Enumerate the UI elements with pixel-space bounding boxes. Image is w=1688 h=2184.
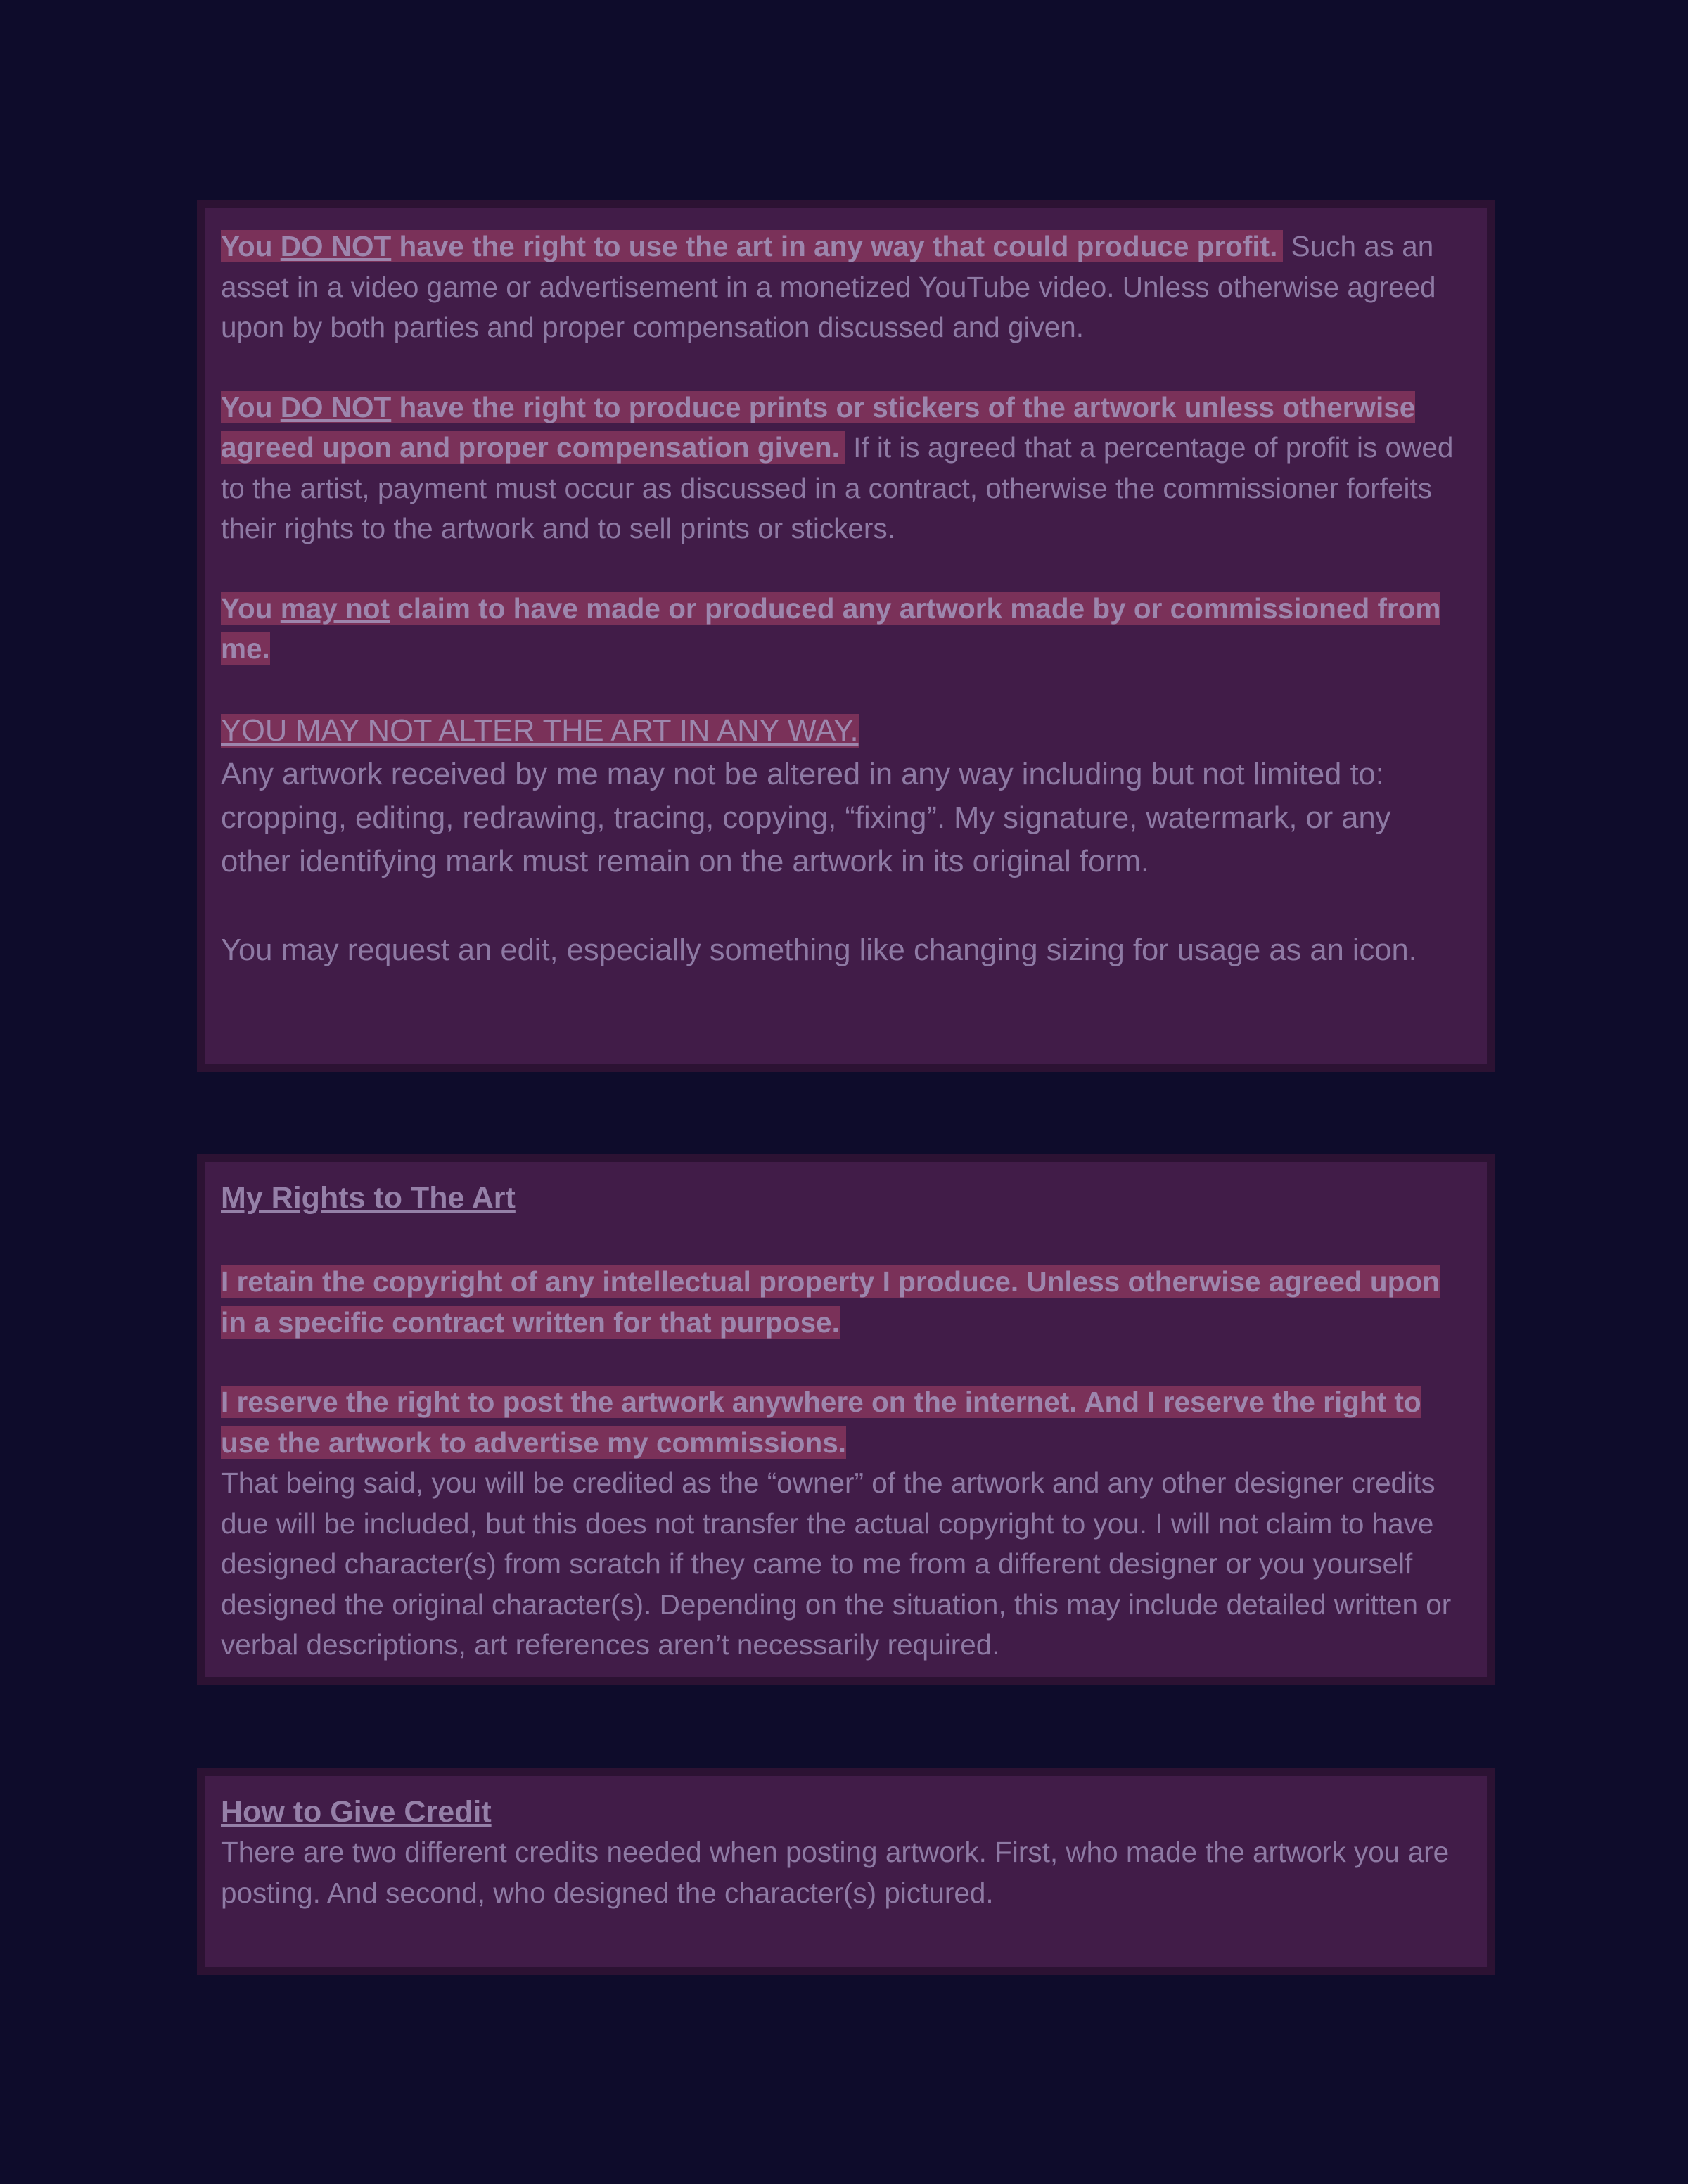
rights-title: My Rights to The Art <box>221 1181 516 1215</box>
profit-paragraph <box>221 226 1467 348</box>
alter-heading <box>221 709 1467 753</box>
claim-paragraph <box>221 589 1467 670</box>
copyright-highlight: I retain the copyright of any intellectual property I produce. Unless otherwise agreed upon in a specific contract written for that purpose. <box>221 1265 1440 1339</box>
prints-body: If it is agreed that a percentage of profit is owed to the artist, payment must occur as discussed in a contract, otherwise the commissioner forfeits their rights to the artwork and to sell prints or stickers. <box>221 431 1454 544</box>
prints-highlight: You DO NOT have the right to produce prints or stickers of the artwork unless otherwise agreed upon and proper compensation given. <box>221 390 1416 464</box>
profit-highlight: You DO NOT have the right to use the art in any way that could produce profit. <box>221 230 1283 262</box>
prints-emphasis: DO NOT <box>280 390 392 423</box>
posting-highlight: I reserve the right to post the artwork anywhere on the internet. And I reserve the right to use the artwork to advertise my commissions. <box>221 1386 1421 1459</box>
credit-terms-body: That being said, you will be credited as the “owner” of the artwork and any other designer credits due will be included, but this does not transfer the actual copyright to you. I will not claim to have designed character(s) from scratch if they came to me from a different designer or you yourself designed the original character(s). Depending on the situation, this may include detailed written or verbal descriptions, art references aren’t necessarily required. <box>221 1467 1452 1661</box>
prints-paragraph <box>221 388 1467 549</box>
credit-body: There are two different credits needed when posting artwork. First, who made the artwork you are posting. And second, who designed the character(s) pictured. <box>221 1836 1450 1909</box>
edit-request-note: You may request an edit, especially something like changing sizing for usage as an icon. <box>221 933 1417 967</box>
claim-highlight: You may not claim to have made or produced any artwork made by or commissioned from me. <box>221 592 1441 665</box>
usage-restrictions-panel <box>197 200 1495 1072</box>
posting-paragraph <box>221 1382 1467 1463</box>
credit-title: How to Give Credit <box>221 1795 492 1829</box>
copyright-paragraph <box>221 1262 1467 1343</box>
alter-heading-text: YOU MAY NOT ALTER THE ART IN ANY WAY. <box>221 713 859 748</box>
give-credit-panel <box>197 1768 1495 1975</box>
alter-body: Any artwork received by me may not be altered in any way including but not limited to: cropping, editing, redrawing, tracing, copying, “fixing”. My signature, watermark, or any other identifying mark must remain on the artwork in its original form. <box>221 757 1391 879</box>
artist-rights-panel <box>197 1154 1495 1685</box>
claim-emphasis: may not <box>280 592 390 625</box>
profit-emphasis: DO NOT <box>280 230 392 262</box>
profit-body: Such as an asset in a video game or advertisement in a monetized YouTube video. Unless otherwise agreed upon by both parties and proper compensation discussed and given. <box>221 230 1436 343</box>
